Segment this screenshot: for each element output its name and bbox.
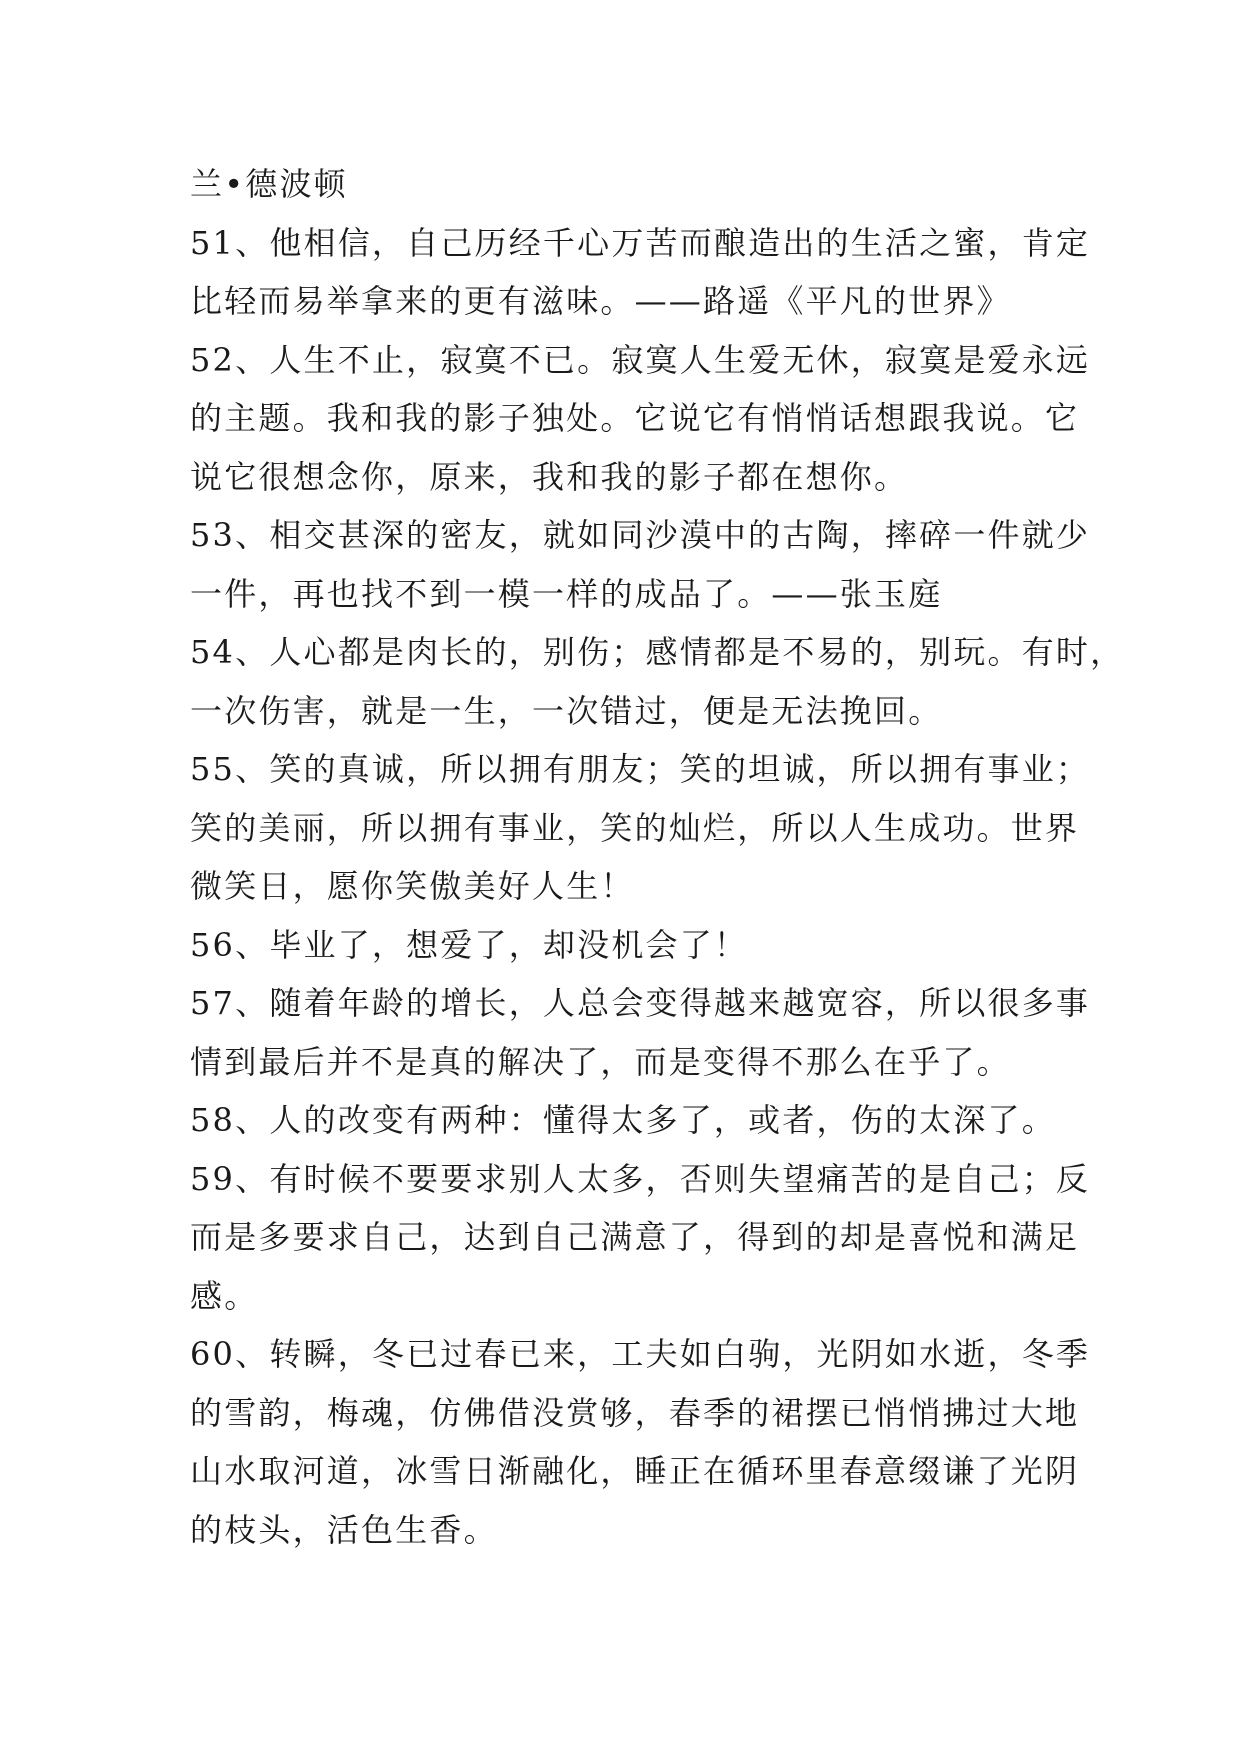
text-line: 山水取河道，冰雪日渐融化，睡正在循环里春意缀谦了光阴 [190, 1452, 1080, 1490]
text-line: 一件，再也找不到一模一样的成品了。——张玉庭 [190, 574, 943, 613]
text-line: 比轻而易举拿来的更有滋味。——路遥《平凡的世界》 [190, 282, 1011, 320]
text-line: 说它很想念你，原来，我和我的影子都在想你。 [190, 457, 909, 496]
text-line: 59、有时候不要要求别人太多，否则失望痛苦的是自己；反 [190, 1159, 1091, 1198]
text-line: 54、人心都是肉长的，别伤；感情都是不易的，别玩。有时， [190, 633, 1125, 671]
text-line: 52、人生不止，寂寞不已。寂寞人生爱无休，寂寞是爱永远 [190, 340, 1091, 379]
text-line: 微笑日，愿你笑傲美好人生！ [190, 867, 635, 905]
text-line: 的主题。我和我的影子独处。它说它有悄悄话想跟我说。它 [190, 399, 1080, 437]
text-line: 51、他相信，自己历经千心万苦而酿造出的生活之蜜，肯定 [190, 223, 1091, 262]
text-line: 笑的美丽，所以拥有事业，笑的灿烂，所以人生成功。世界 [190, 808, 1080, 847]
text-line: 53、相交甚深的密友，就如同沙漠中的古陶，摔碎一件就少 [190, 516, 1091, 554]
text-line: 的雪韵，梅魂，仿佛借没赏够，春季的裙摆已悄悄拂过大地 [190, 1393, 1080, 1432]
text-line: 57、随着年龄的增长，人总会变得越来越宽容，所以很多事 [190, 984, 1091, 1022]
text-line: 58、人的改变有两种：懂得太多了，或者，伤的太深了。 [190, 1101, 1056, 1139]
text-line: 60、转瞬，冬已过春已来，工夫如白驹，光阴如水逝，冬季 [190, 1335, 1091, 1373]
text-line: 一次伤害，就是一生，一次错过，便是无法挽回。 [190, 691, 943, 730]
text-line: 情到最后并不是真的解决了，而是变得不那么在乎了。 [190, 1042, 1011, 1081]
text-line: 而是多要求自己，达到自己满意了，得到的却是喜悦和满足 [190, 1218, 1080, 1256]
text-line: 感。 [190, 1276, 259, 1315]
document-body [190, 155, 1125, 1559]
text-line: 的枝头，活色生香。 [190, 1510, 498, 1549]
text-line: 56、毕业了，想爱了，却没机会了！ [190, 925, 749, 964]
text-line: 兰•德波顿 [190, 165, 348, 203]
text-line: 55、笑的真诚，所以拥有朋友；笑的坦诚，所以拥有事业； [190, 750, 1091, 788]
